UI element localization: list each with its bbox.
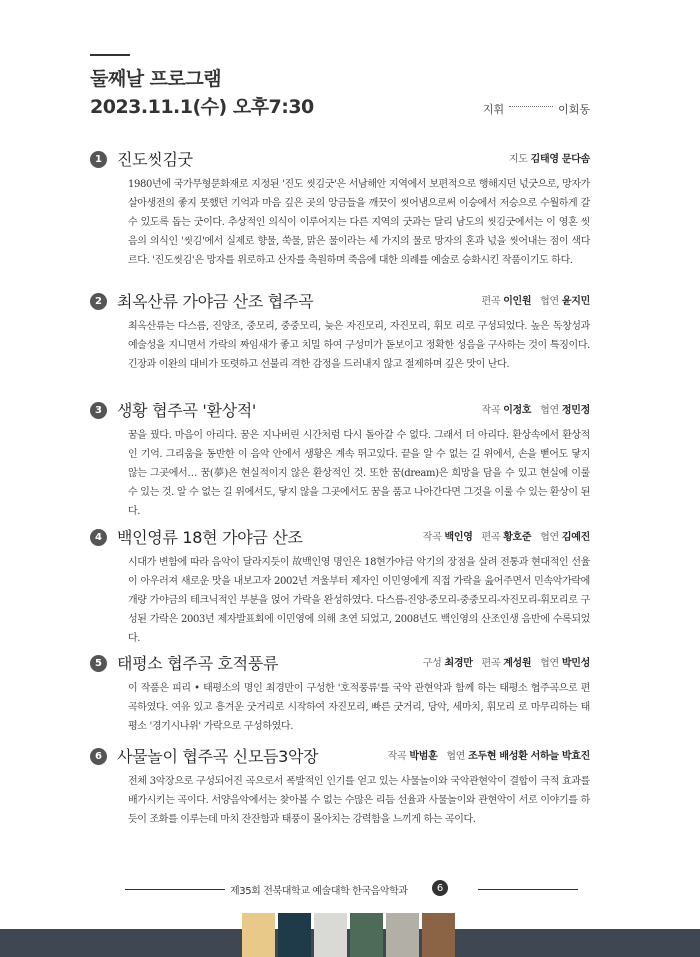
color-swatch [314,913,347,957]
program-item-title: 사물놀이 협주곡 신모듬3악장 [117,747,319,766]
credit-name: 백인영 [444,532,473,543]
program-item-title: 진도씻김굿 [117,150,193,169]
footer-rule-right [478,889,578,890]
program-item-credits [423,654,590,669]
program-item-6 [90,744,590,829]
program-item-description: 최옥산류는 다스름, 진양조, 중모리, 중중모리, 늦은 자진모리, 자진모리, 휘모 리로 구성되었다. 높은 독창성과 예술성을 지니면서 가락의 짜임새가 좋고 치밀 하여 구성미가 돋보이고 정확한 성음을 구사하는 것이 특징이다. 긴장과 이완의 대비가 또렷하고 선불리 격한 감정을 드러내지 않고 절제하며 깊은 맛이 난다. [128,321,590,370]
credit-name: 계성원 [503,658,532,669]
conductor-name: 이회동 [558,103,590,116]
program-item-title: 최옥산류 가야금 산조 협주곡 [117,292,314,311]
credit-role: 협연 [540,532,559,543]
credit-name: 윤지민 [561,296,590,307]
credit-role: 작곡 [422,532,442,543]
footer-rule-left [125,889,225,890]
credit-name: 김태영 문다솜 [530,154,590,165]
credit-role: 협연 [540,658,559,669]
credit-name: 조두현 배성환 서하늘 박효진 [468,751,590,762]
program-item-header [90,147,590,171]
credit-role: 작곡 [481,405,501,416]
credit-role: 편곡 [481,532,501,543]
leader-dots [509,106,553,107]
item-number-badge: 2 [90,293,107,310]
program-item-credits [481,292,590,307]
credit-name: 박민성 [561,658,590,669]
credit-name: 김예진 [561,532,590,543]
page-number-badge: 6 [432,880,448,896]
program-item-credits [423,528,590,543]
item-number-badge: 3 [90,402,107,419]
program-item-header [90,525,590,549]
color-swatch [278,913,311,957]
conductor-credit [483,101,590,117]
credit-name: 황호준 [503,532,532,543]
color-swatch [242,913,275,957]
program-item-4 [90,525,590,648]
program-item-title: 백인영류 18현 가야금 산조 [117,528,303,547]
credit-role: 지도 [508,154,528,165]
program-item-credits [509,150,590,165]
credit-name: 정민정 [561,405,590,416]
color-swatch [422,913,455,957]
program-item-description: 전체 3악장으로 구성되어진 곡으로서 폭발적인 인기를 얻고 있는 사물놀이와 국악관현악이 결합이 극적 효과를 배가시키는 곡이다. 서양음악에서는 찾아볼 수 없는 수많은 리듬 선율과 사물놀이와 관현악이 서로 이야기를 하듯이 조화를 이루는데 마치 잔잔함과 태풍이 몰아치는 강력함을 느끼게 하는 곡이다. [128,776,590,825]
program-item-header [90,398,590,422]
top-rule [90,54,130,56]
color-swatch [386,913,419,957]
concert-datetime: 2023.11.1(수) 오후7:30 [90,96,314,118]
program-item-description: 꿈을 꿨다. 마음이 아리다. 꿈은 지나버린 시간처럼 다시 돌아갈 수 없다. 그래서 더 아리다. 환상속에서 환상적인 기억. 그리움을 동반한 이 음악 안에서 생황은 계속 뛰고있다. 끝을 알 수 없는 길 위에서, 손을 뻗어도 닿지 않는 그곳에서… 꿈(夢)은 현실적이지 않은 환상적인 것. 또한 꿈(dream)은 희망을 담을 수 있고 현실에 이룰 수 있는 것. 알 수 없는 길 위에서도, 닿지 않을 그곳에서도 꿈을 품고 나아간다면 그것을 이룰 수 있는 환상이 된다. [128,430,590,517]
color-swatch [350,913,383,957]
program-item-credits [481,401,590,416]
program-item-title: 생황 협주곡 '환상적' [117,401,257,420]
credit-name: 이정호 [503,405,532,416]
credit-name: 이인원 [503,296,532,307]
credit-role: 작곡 [387,751,407,762]
conductor-label: 지휘 [482,103,505,116]
item-number-badge: 5 [90,655,107,672]
credit-role: 편곡 [481,296,501,307]
credit-name: 박범훈 [409,751,438,762]
program-item-5 [90,651,590,736]
program-item-header [90,651,590,675]
program-item-description: 시대가 변함에 따라 음악이 달라지듯이 故백인영 명인은 18현가야금 악기의 장점을 살려 전통과 현대적인 선율이 아우러져 새로운 맛을 내보고자 2002년 겨울부터 제자인 이민영에게 직접 가락을 읊어주면서 민속악가락에 개량 가야금의 테크닉적인 부분을 얹어 가락을 완성하였다. 다스름-진양-중모리-중중모리-자진모리-휘모리로 구성된 가락은 2003년 제자발표회에 이민영에 의해 초연 되었고, 2008년도 백인영의 산조인생 음반에 수록되었다. [128,557,590,644]
program-item-title: 태평소 협주곡 호적풍류 [117,654,279,673]
credit-role: 협연 [540,296,559,307]
program-item-header [90,289,590,313]
credit-name: 최경만 [444,658,473,669]
credit-role: 구성 [422,658,442,669]
day-title: 둘째날 프로그램 [90,68,222,90]
program-item-header [90,744,590,768]
program-item-2 [90,289,590,374]
footer-org-text: 제35회 전북대학교 예술대학 한국음악학과 [230,886,408,897]
item-number-badge: 6 [90,748,107,765]
item-number-badge: 4 [90,529,107,546]
program-item-credits [388,747,590,762]
program-item-1 [90,147,590,270]
program-item-description: 이 작품은 피리 • 태평소의 명인 최경만이 구성한 '호적풍류'를 국악 관현악과 함께 하는 태평소 협주곡으로 편곡하였다. 여유 있고 흥겨운 굿거리로 시작하여 자진모리, 빠른 굿거리, 당악, 세마치, 휘모리 로 마무리하는 태평소 '경기시나위' 가락으로 구성하였다. [128,683,590,732]
credit-role: 협연 [446,751,466,762]
item-number-badge: 1 [90,151,107,168]
credit-role: 편곡 [481,658,501,669]
credit-role: 협연 [540,405,559,416]
program-item-3 [90,398,590,521]
program-item-description: 1980년에 국가무형문화재로 지정된 '진도 씻김굿'은 서남해안 지역에서 보편적으로 행해지던 넋굿으로, 망자가 살아생전의 좋지 못했던 기억과 마음 깊은 곳의 앙금들을 깨끗이 씻어냄으로써 이승에서 저승으로 수월하게 갈 수 있도록 돕는 굿이다. 추상적인 의식이 이루어지는 다른 지역의 굿과는 달리 남도의 씻김굿에서는 이 영혼 씻음의 의식인 '씻김'에서 실제로 향물, 쑥물, 맑은 물이라는 세 가지의 물로 망자의 혼과 넋을 씻어내는 점이 색다르다. '진도씻김'은 망자를 위로하고 산자를 축원하며 죽음에 대한 의례를 예술로 승화시킨 작품이기도 하다. [128,179,590,266]
